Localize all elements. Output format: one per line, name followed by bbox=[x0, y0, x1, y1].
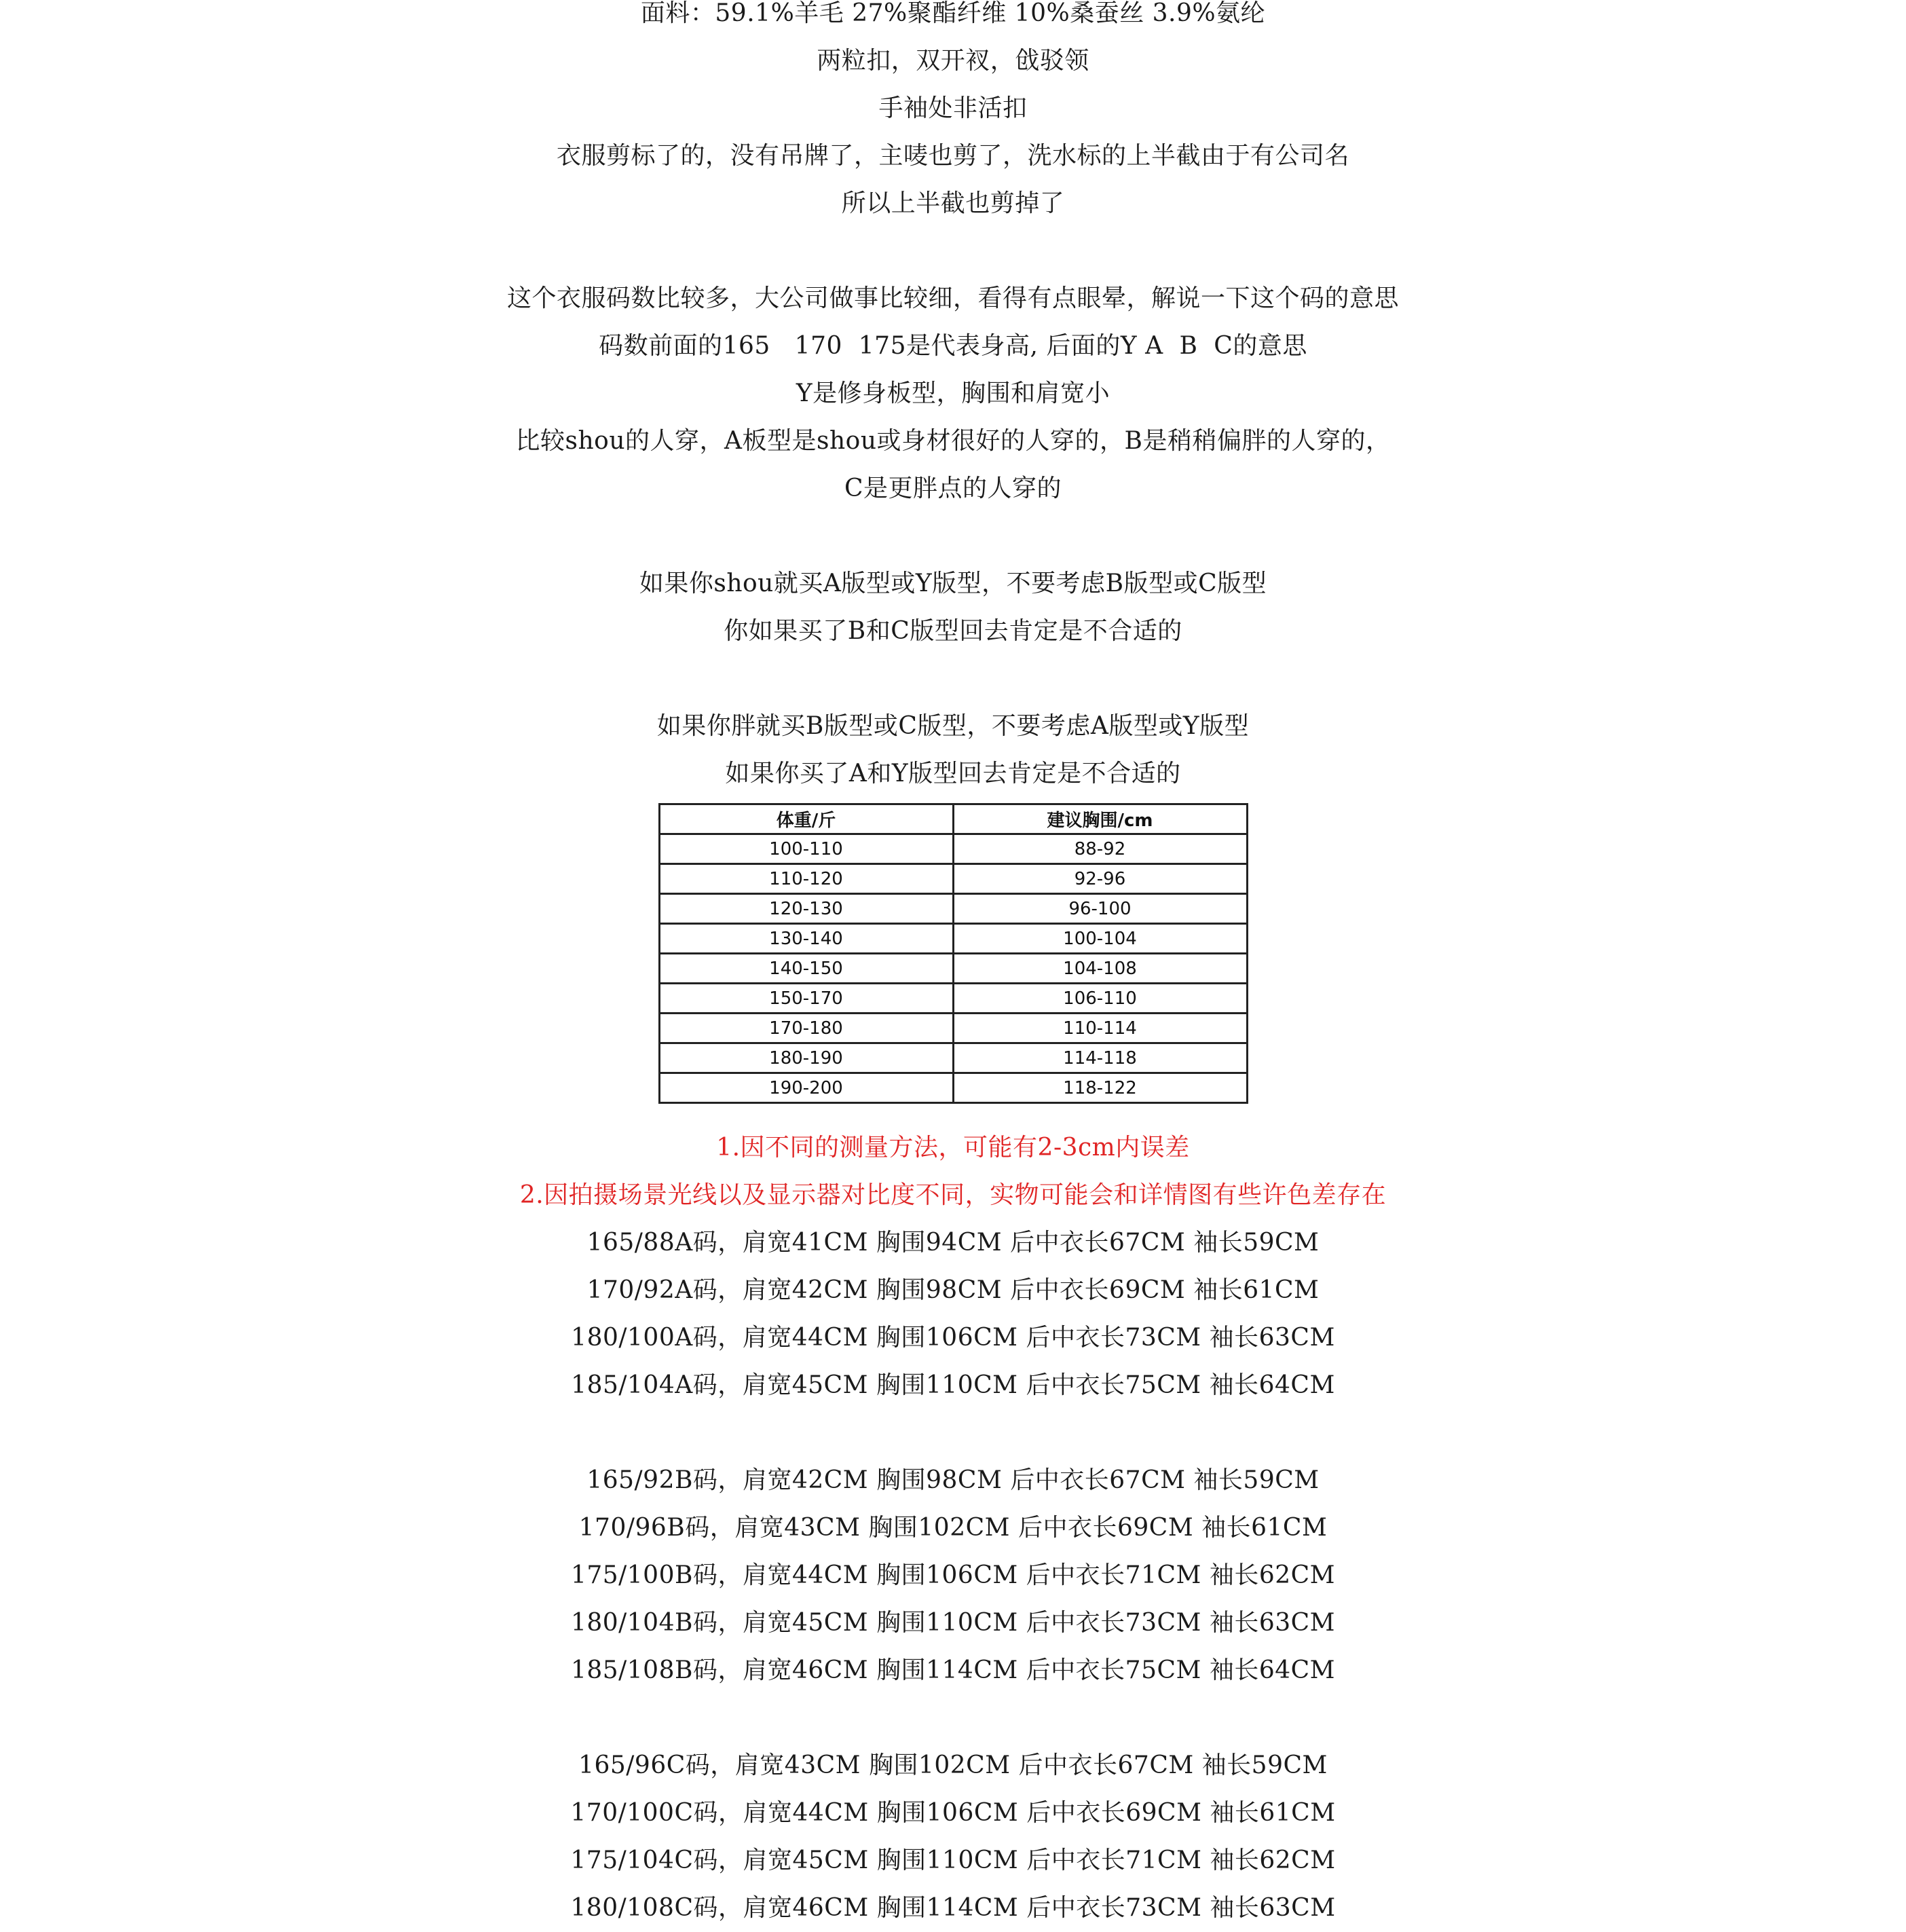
table-cell-chest: 106-110 bbox=[953, 984, 1247, 1014]
size-spec-a: 165/88A码，肩宽41CM 胸围94CM 后中衣长67CM 袖长59CM bbox=[586, 1229, 1320, 1257]
size-spec-b: 185/108B码，肩宽46CM 胸围114CM 后中衣长75CM 袖长64CM bbox=[570, 1656, 1336, 1684]
table-row bbox=[659, 1014, 1247, 1043]
table-cell-weight: 110-120 bbox=[659, 864, 953, 894]
size-spec-b: 175/100B码，肩宽44CM 胸围106CM 后中衣长71CM 袖长62CM bbox=[570, 1561, 1336, 1589]
table-cell-weight: 150-170 bbox=[659, 984, 953, 1014]
size-spec-b: 170/96B码，肩宽43CM 胸围102CM 后中衣长69CM 袖长61CM bbox=[578, 1514, 1328, 1542]
size-explanation: 比较shou的人穿，A板型是shou或身材很好的人穿的，B是稍稍偏胖的人穿的， bbox=[515, 427, 1391, 455]
table-row bbox=[659, 954, 1247, 984]
advice-thin: 如果你shou就买A版型或Y版型，不要考虑B版型或C版型 bbox=[639, 570, 1267, 597]
weight-chest-table-wrapper bbox=[0, 803, 1906, 1104]
advice-fat: 如果你买了A和Y版型回去肯定是不合适的 bbox=[725, 760, 1181, 787]
table-cell-weight: 170-180 bbox=[659, 1014, 953, 1043]
table-row bbox=[659, 894, 1247, 924]
spacer bbox=[0, 227, 1906, 275]
table-cell-chest: 104-108 bbox=[953, 954, 1247, 984]
style-details: 两粒扣，双开衩，戗驳领 bbox=[817, 47, 1089, 75]
table-cell-weight: 190-200 bbox=[659, 1073, 953, 1103]
size-spec-b: 165/92B码，肩宽42CM 胸围98CM 后中衣长67CM 袖长59CM bbox=[586, 1466, 1320, 1494]
spacer bbox=[0, 1694, 1906, 1742]
table-row bbox=[659, 1073, 1247, 1103]
size-explanation: C是更胖点的人穿的 bbox=[844, 475, 1062, 502]
table-header-chest: 建议胸围/cm bbox=[953, 804, 1247, 834]
table-row bbox=[659, 834, 1247, 864]
table-cell-weight: 130-140 bbox=[659, 924, 953, 954]
size-spec-c: 180/108C码，肩宽46CM 胸围114CM 后中衣长73CM 袖长63CM bbox=[570, 1894, 1336, 1922]
table-cell-chest: 114-118 bbox=[953, 1043, 1247, 1073]
table-cell-weight: 180-190 bbox=[659, 1043, 953, 1073]
spacer bbox=[0, 655, 1906, 703]
label-note: 衣服剪标了的，没有吊牌了，主唛也剪了，洗水标的上半截由于有公司名 bbox=[556, 142, 1349, 170]
size-explanation: 码数前面的165 170 175是代表身高, 后面的Y A B C的意思 bbox=[599, 332, 1307, 360]
size-spec-c: 170/100C码，肩宽44CM 胸围106CM 后中衣长69CM 袖长61CM bbox=[570, 1799, 1336, 1827]
table-row bbox=[659, 984, 1247, 1014]
size-explanation: 这个衣服码数比较多，大公司做事比较细，看得有点眼晕，解说一下这个码的意思 bbox=[506, 284, 1399, 312]
table-cell-weight: 120-130 bbox=[659, 894, 953, 924]
size-spec-c: 165/96C码，肩宽43CM 胸围102CM 后中衣长67CM 袖长59CM bbox=[578, 1751, 1328, 1779]
size-spec-b: 180/104B码，肩宽45CM 胸围110CM 后中衣长73CM 袖长63CM bbox=[570, 1609, 1336, 1637]
table-cell-chest: 118-122 bbox=[953, 1073, 1247, 1103]
measurement-note: 1.因不同的测量方法，可能有2-3cm内误差 bbox=[716, 1134, 1190, 1162]
table-row bbox=[659, 1043, 1247, 1073]
table-header-weight: 体重/斤 bbox=[659, 804, 953, 834]
table-cell-chest: 92-96 bbox=[953, 864, 1247, 894]
size-spec-a: 185/104A码，肩宽45CM 胸围110CM 后中衣长75CM 袖长64CM bbox=[571, 1371, 1335, 1399]
table-cell-chest: 88-92 bbox=[953, 834, 1247, 864]
table-cell-chest: 110-114 bbox=[953, 1014, 1247, 1043]
color-difference-note: 2.因拍摄场景光线以及显示器对比度不同，实物可能会和详情图有些许色差存在 bbox=[519, 1181, 1387, 1209]
advice-fat: 如果你胖就买B版型或C版型，不要考虑A版型或Y版型 bbox=[656, 712, 1250, 740]
weight-chest-table bbox=[658, 803, 1248, 1104]
fabric-composition: 面料：59.1%羊毛 27%聚酯纤维 10%桑蚕丝 3.9%氨纶 bbox=[640, 0, 1266, 27]
table-header-row bbox=[659, 804, 1247, 834]
label-note: 所以上半截也剪掉了 bbox=[841, 189, 1065, 217]
table-cell-chest: 100-104 bbox=[953, 924, 1247, 954]
spacer bbox=[0, 513, 1906, 560]
table-row bbox=[659, 924, 1247, 954]
size-spec-c: 175/104C码，肩宽45CM 胸围110CM 后中衣长71CM 袖长62CM bbox=[570, 1846, 1336, 1874]
size-explanation: Y是修身板型，胸围和肩宽小 bbox=[796, 379, 1110, 407]
table-cell-weight: 100-110 bbox=[659, 834, 953, 864]
table-cell-chest: 96-100 bbox=[953, 894, 1247, 924]
advice-thin: 你如果买了B和C版型回去肯定是不合适的 bbox=[724, 617, 1182, 645]
size-spec-a: 180/100A码，肩宽44CM 胸围106CM 后中衣长73CM 袖长63CM bbox=[571, 1324, 1335, 1352]
size-spec-a: 170/92A码，肩宽42CM 胸围98CM 后中衣长69CM 袖长61CM bbox=[586, 1276, 1320, 1304]
table-row bbox=[659, 864, 1247, 894]
table-cell-weight: 140-150 bbox=[659, 954, 953, 984]
spacer bbox=[0, 1409, 1906, 1457]
cuff-details: 手袖处非活扣 bbox=[878, 94, 1028, 122]
